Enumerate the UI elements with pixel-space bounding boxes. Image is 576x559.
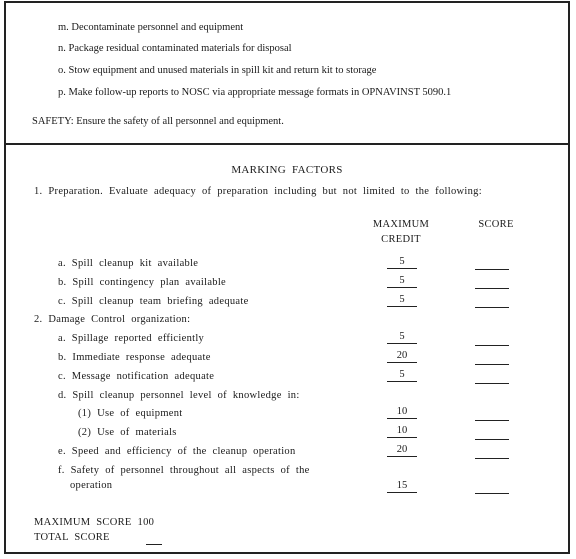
item-2a-score-blank[interactable] <box>475 345 509 346</box>
total-score-blank[interactable] <box>146 544 162 545</box>
item-2f-score-blank[interactable] <box>475 493 509 494</box>
item-2c-score-blank[interactable] <box>475 383 509 384</box>
item-2c-label: c. Message notification adequate <box>58 371 215 382</box>
item-2d1-score-blank[interactable] <box>475 420 509 421</box>
item-2d2-credit: 10 <box>387 425 417 438</box>
item-2d1-credit: 10 <box>387 406 417 419</box>
item-2a-label: a. Spillage reported efficiently <box>58 333 205 344</box>
step-p: p. Make follow-up reports to NOSC via appropriate message formats in OPNAVINST 5090.1 <box>58 87 452 98</box>
total-score-label: TOTAL SCORE <box>34 532 110 543</box>
item-2c-credit: 5 <box>387 369 417 382</box>
item-2d1-label: (1) Use of equipment <box>78 408 183 419</box>
item-2a-credit: 5 <box>387 331 417 344</box>
item-2b-score-blank[interactable] <box>475 364 509 365</box>
section-1-heading: 1. Preparation. Evaluate adequacy of preparation including but not limited to the following: <box>34 186 482 197</box>
item-2e-score-blank[interactable] <box>475 458 509 459</box>
item-1b-credit: 5 <box>387 275 417 288</box>
max-credit-header-2: CREDIT <box>381 234 421 245</box>
step-n: n. Package residual contaminated materials for disposal <box>58 43 292 54</box>
section-divider <box>6 143 568 145</box>
item-2f-label-2: operation <box>70 480 113 491</box>
item-1c-label: c. Spill cleanup team briefing adequate <box>58 296 249 307</box>
item-1a-credit: 5 <box>387 256 417 269</box>
item-2f-credit: 15 <box>387 480 417 493</box>
max-credit-header-1: MAXIMUM <box>372 219 430 230</box>
item-1b-score-blank[interactable] <box>475 288 509 289</box>
item-1a-score-blank[interactable] <box>475 269 509 270</box>
score-header: SCORE <box>478 219 514 230</box>
item-2e-credit: 20 <box>387 444 417 457</box>
document-frame <box>4 1 570 554</box>
step-m: m. Decontaminate personnel and equipment <box>58 22 244 33</box>
item-2d-label: d. Spill cleanup personnel level of knowledge in: <box>58 390 300 401</box>
item-2b-label: b. Immediate response adequate <box>58 352 211 363</box>
item-1c-credit: 5 <box>387 294 417 307</box>
maximum-score: MAXIMUM SCORE 100 <box>34 517 155 528</box>
item-1b-label: b. Spill contingency plan available <box>58 277 227 288</box>
item-2d2-label: (2) Use of materials <box>78 427 177 438</box>
procedure-steps-box <box>6 3 568 144</box>
marking-factors-title: MARKING FACTORS <box>231 164 343 176</box>
item-1c-score-blank[interactable] <box>475 307 509 308</box>
safety-note: SAFETY: Ensure the safety of all personnel and equipment. <box>32 116 284 127</box>
section-2-heading: 2. Damage Control organization: <box>34 314 191 325</box>
item-2d2-score-blank[interactable] <box>475 439 509 440</box>
step-o: o. Stow equipment and unused materials in spill kit and return kit to storage <box>58 65 377 76</box>
item-1a-label: a. Spill cleanup kit available <box>58 258 199 269</box>
item-2e-label: e. Speed and efficiency of the cleanup operation <box>58 446 296 457</box>
item-2f-label-1: f. Safety of personnel throughout all aspects of the <box>58 465 310 476</box>
item-2b-credit: 20 <box>387 350 417 363</box>
